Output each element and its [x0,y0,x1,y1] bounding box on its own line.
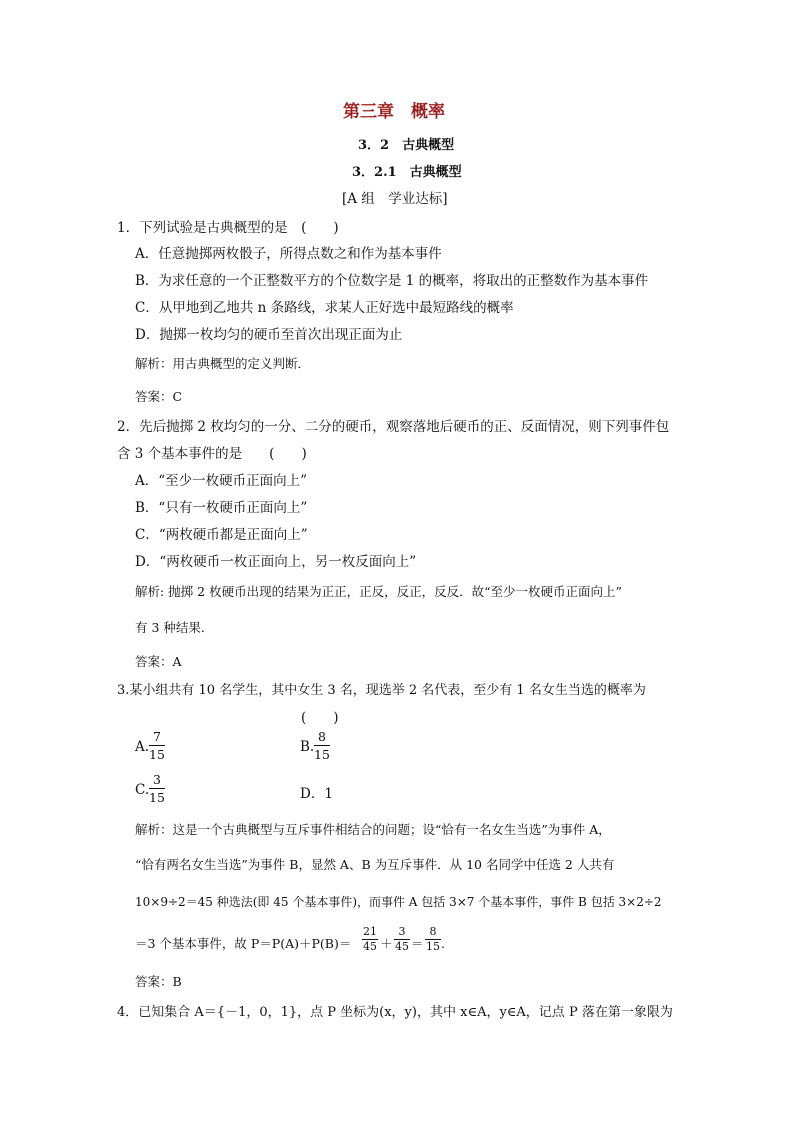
q3-analysis-line1: 解析：这是一个古典概型与互斥事件相结合的问题；设“恰有一名女生当选”为事件 A， [135,822,611,837]
q1-option-d: D．抛掷一枚均匀的硬币至首次出现正面为止 [135,327,403,343]
fraction-bar [314,745,330,746]
q3-option-c-num: 3 [153,772,161,787]
q2-analysis-line1: 解析: 抛掷 2 枚硬币出现的结果为正正，正反，反正，反反．故“至少一枚硬币正面向上” [135,584,622,599]
q1-answer: 答案：C [135,389,183,404]
q2-stem-line2: 含 3 个基本事件的是 ( ) [117,446,307,462]
q3-option-a-den: 15 [149,747,165,762]
q3-option-a-num: 7 [153,729,161,744]
q3-option-b-label: B. [300,739,315,755]
q3-f2-num: 3 [398,925,406,938]
q3-option-d-label: D． [300,786,325,802]
q3-analysis-line4-prefix: ＝3 个基本事件，故 P＝P(A)＋P(B)＝ [135,936,352,951]
q3-option-b-fraction [314,729,330,762]
q3-plus: ＋ [380,936,393,951]
q3-answer: 答案：B [135,974,182,989]
chapter-title: 第三章 概率 [343,102,445,122]
q1-analysis: 解析：用古典概型的定义判断． [135,356,311,371]
q1-option-a: A．任意抛掷两枚骰子，所得点数之和作为基本事件 [135,246,442,262]
fraction-bar [149,745,165,746]
q3-stem: 3.某小组共有 10 名学生，其中女生 3 名，现选举 2 名代表，至少有 1 名女生当选的概率为 [117,683,646,698]
q3-analysis-line3: 10×9÷2＝45 种选法(即 45 个基本事件)，而事件 A 包括 3×7 个基本事件，事件 B 包括 3×2÷2 [135,895,662,909]
q2-option-c: C．“两枚硬币都是正面向上” [135,527,308,543]
q3-bracket: ( ) [301,710,339,726]
q4-stem: 4．已知集合 A＝{－1，0，1}，点 P 坐标为(x，y)，其中 x∈A，y∈A，记点 P 落在第一象限为 [117,1005,673,1020]
q3-analysis-line2: “恰有两名女生当选”为事件 B，显然 A、B 为互斥事件．从 10 名同学中任选 2 人共有 [135,857,615,872]
fraction-bar [149,788,165,789]
q1-stem: 1．下列试验是古典概型的是 ( ) [117,220,339,236]
section-title: 3．2 古典概型 [358,138,455,153]
q3-option-c-fraction [149,772,165,805]
q3-f3-den: 15 [426,940,440,953]
q2-option-d: D．“两枚硬币一枚正面向上，另一枚反面向上” [135,554,417,570]
q3-option-d-value: 1 [324,786,333,802]
q3-option-c-den: 15 [149,790,165,805]
subsection-title: 3．2.1 古典概型 [352,165,462,180]
q2-analysis-line2: 有 3 种结果． [135,620,214,635]
group-label: [A 组 学业达标] [342,191,448,207]
q3-equals: ＝ [411,936,424,951]
q3-f3-num: 8 [429,925,437,938]
q3-option-a-label: A. [135,739,150,755]
q3-fraction-8-15 [425,926,441,953]
q2-answer: 答案：A [135,654,182,669]
q3-fraction-3-45 [394,926,410,953]
q3-f1-den: 45 [363,940,377,953]
q2-option-a: A．“至少一枚硬币正面向上” [135,473,308,489]
q1-option-b: B．为求任意的一个正整数平方的个位数字是 1 的概率，将取出的正整数作为基本事件 [135,273,649,289]
q3-f1-num: 21 [363,925,377,938]
q3-option-d [300,782,333,802]
q2-option-b: B．“只有一枚硬币正面向上” [135,500,308,516]
q3-option-b-den: 15 [314,747,330,762]
q3-option-a-fraction [149,729,165,762]
q3-fraction-21-45 [362,926,378,953]
q3-option-b-num: 8 [318,729,326,744]
q3-f2-den: 45 [395,940,409,953]
q2-stem-line1: 2．先后抛掷 2 枚均匀的一分、二分的硬币，观察落地后硬币的正、反面情况，则下列事件包 [117,419,670,435]
q3-period: . [441,936,445,951]
q1-option-c: C．从甲地到乙地共 n 条路线，求某人正好选中最短路线的概率 [135,300,514,316]
q3-option-c-label: C. [135,782,150,798]
